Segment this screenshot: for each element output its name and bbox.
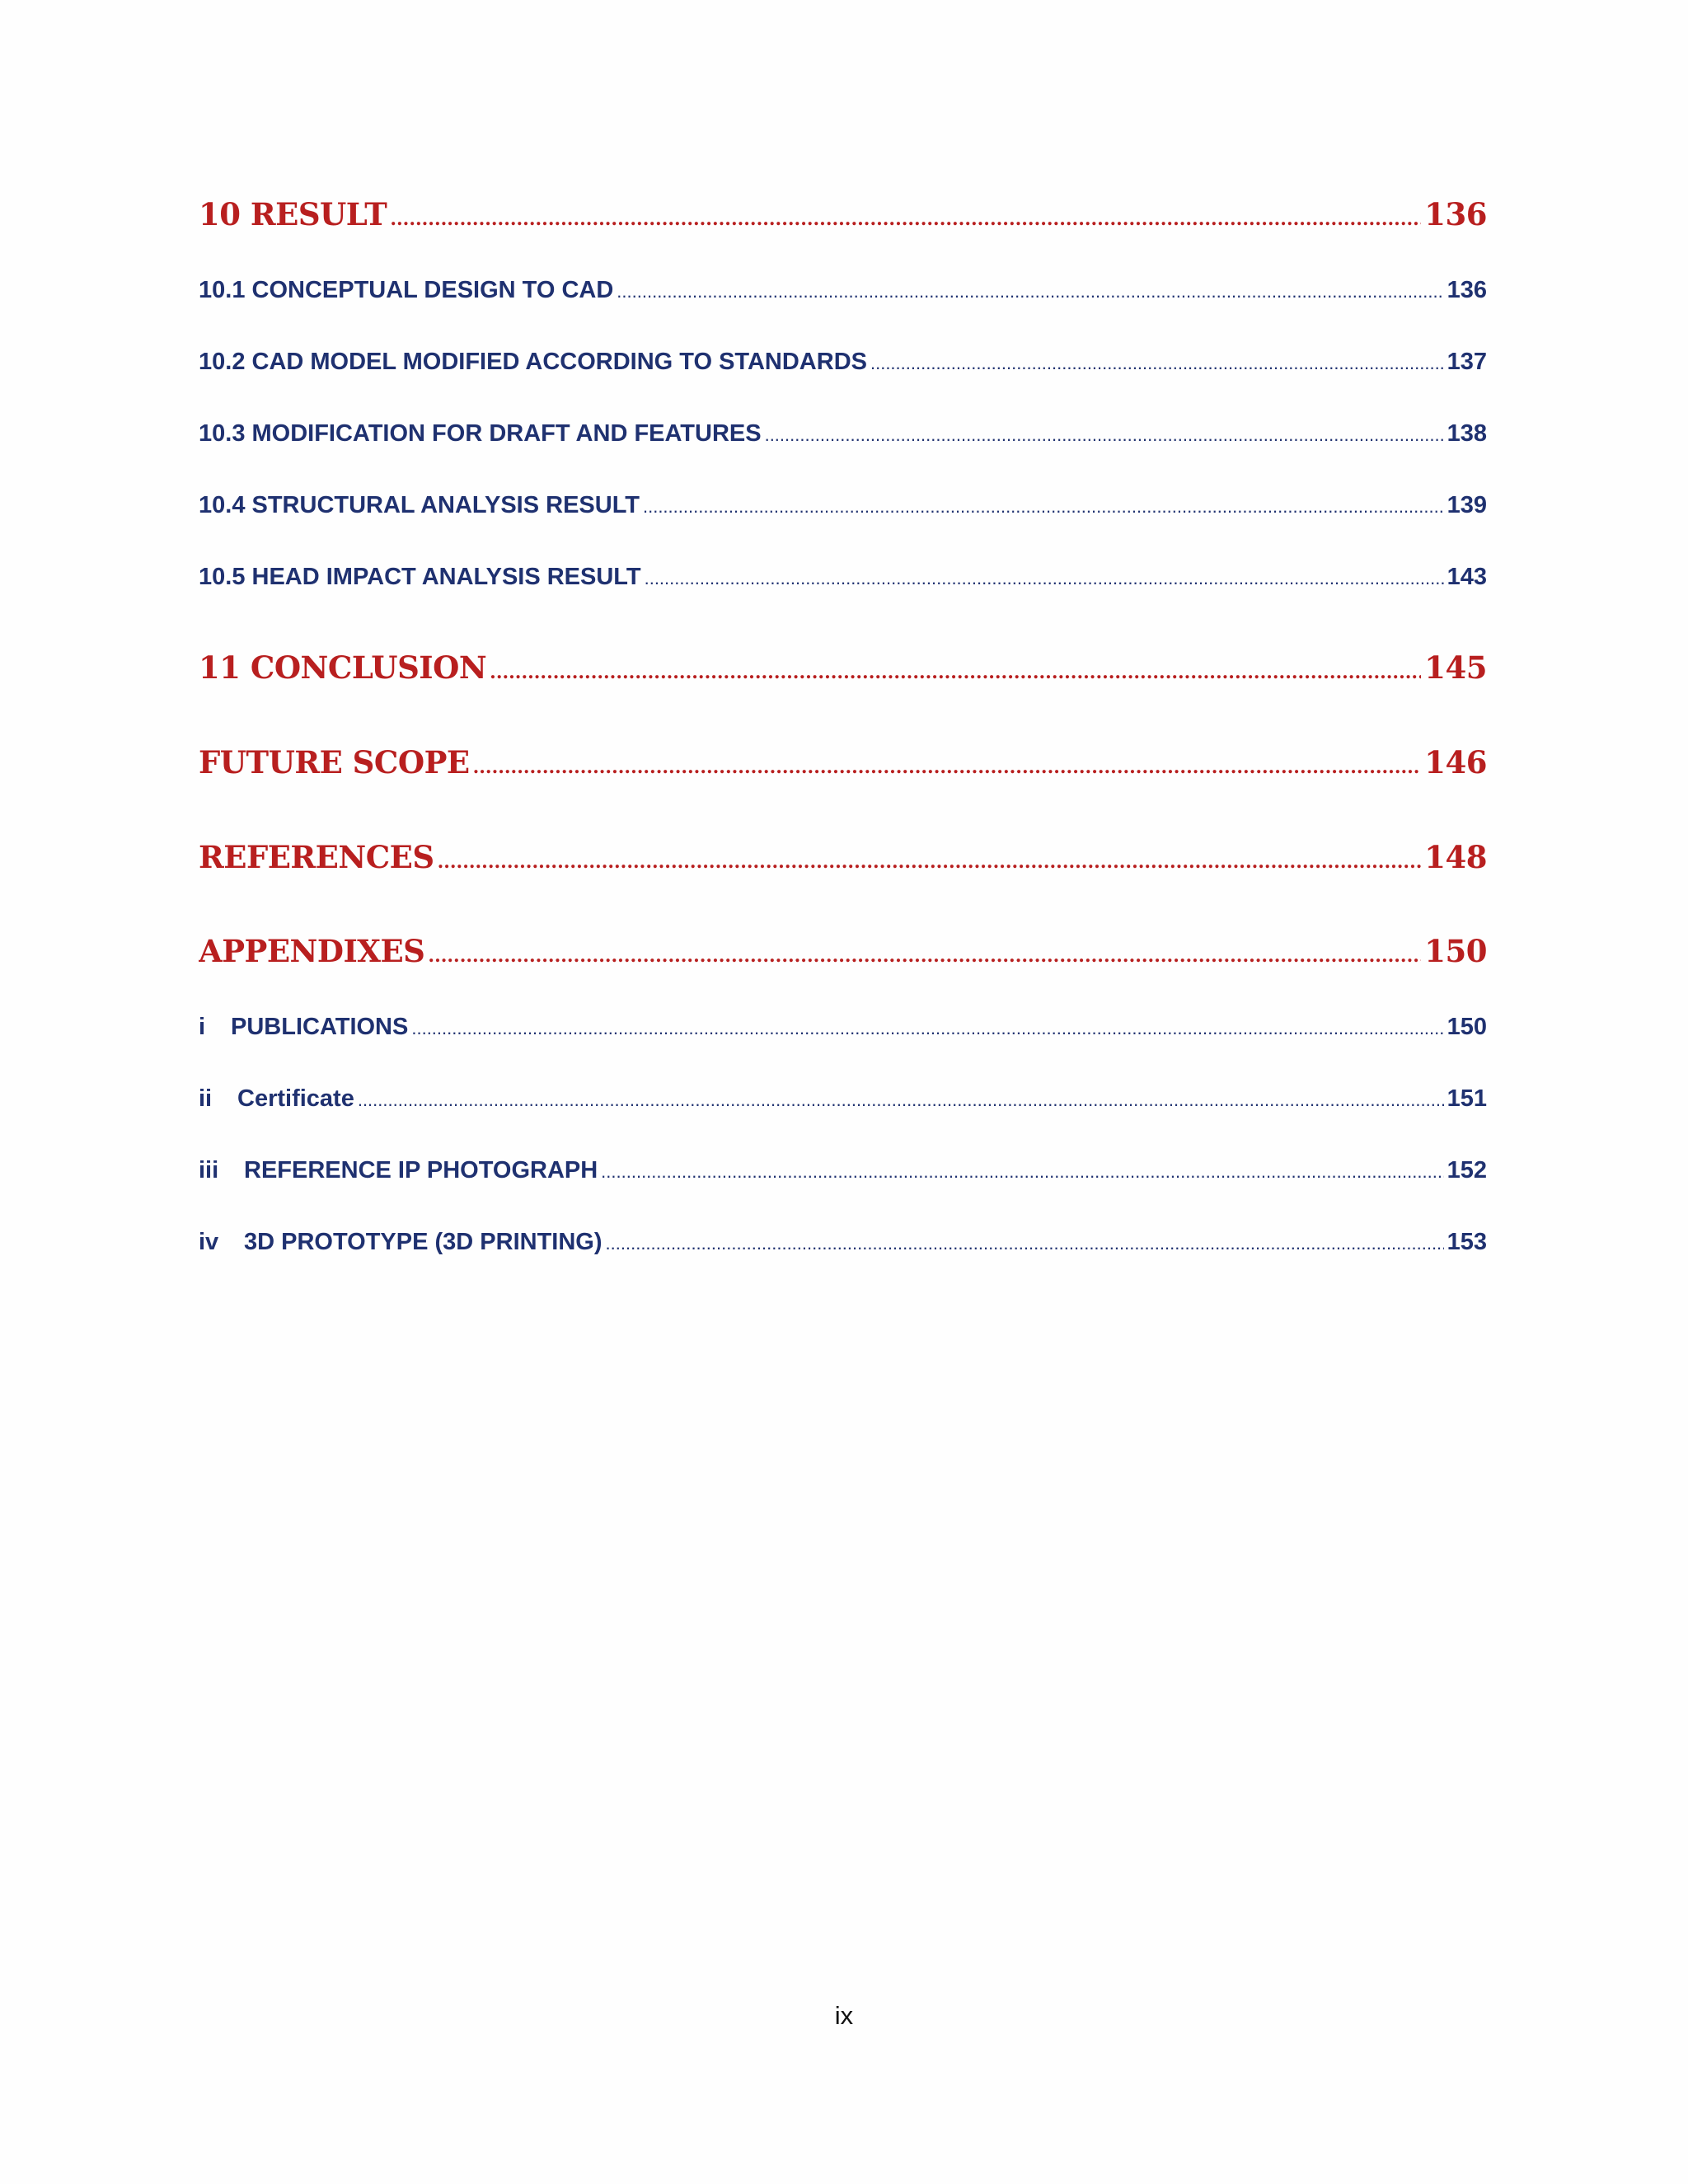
appendix-numeral: iv [199, 1229, 219, 1255]
toc-page-number: 137 [1447, 349, 1487, 375]
toc-entry-label: 10.1 CONCEPTUAL DESIGN TO CAD [199, 277, 614, 303]
toc-chapter-10[interactable] [199, 196, 1487, 232]
toc-entry-label: 10.3 MODIFICATION FOR DRAFT AND FEATURES [199, 420, 762, 447]
appendix-title: Certificate [237, 1085, 354, 1112]
dot-leader [358, 1090, 1444, 1111]
page-number-footer: ix [834, 2001, 854, 2030]
toc-references[interactable] [199, 839, 1487, 875]
appendix-numeral: i [199, 1014, 206, 1040]
toc-entry-label: REFERENCES [199, 839, 434, 875]
toc-appendixes[interactable] [199, 933, 1487, 969]
dot-leader [765, 424, 1444, 446]
toc-section-10-5[interactable] [199, 564, 1487, 591]
dot-leader [438, 851, 1422, 873]
toc-entry-label: APPENDIXES [199, 933, 425, 969]
toc-entry-label: 11 CONCLUSION [199, 649, 487, 686]
dot-leader [643, 496, 1444, 518]
toc-entry-label: FUTURE SCOPE [199, 744, 470, 780]
toc-page-number: 145 [1424, 649, 1487, 686]
appendix-title: PUBLICATIONS [231, 1014, 409, 1040]
toc-entry-label: 10.5 HEAD IMPACT ANALYSIS RESULT [199, 564, 641, 590]
toc-entry-label: 10.2 CAD MODEL MODIFIED ACCORDING TO STANDARDS [199, 349, 867, 375]
appendix-numeral: iii [199, 1157, 219, 1183]
toc-entry-label [199, 1085, 354, 1113]
toc-appendix-iii[interactable] [199, 1157, 1487, 1184]
toc-section-10-1[interactable] [199, 277, 1487, 304]
toc-entry-label: 10 RESULT [199, 196, 387, 232]
dot-leader [601, 1161, 1443, 1183]
toc-page-number: 150 [1447, 1014, 1487, 1040]
appendix-title: REFERENCE IP PHOTOGRAPH [244, 1157, 598, 1183]
toc-page-number: 143 [1447, 564, 1487, 590]
toc-section-10-4[interactable] [199, 492, 1487, 519]
dot-leader [645, 568, 1444, 589]
toc-entry-label [199, 1229, 603, 1256]
toc-page-number: 152 [1447, 1157, 1487, 1183]
toc-appendix-i[interactable] [199, 1014, 1487, 1041]
appendix-numeral: ii [199, 1085, 213, 1112]
toc-page-number: 146 [1424, 744, 1487, 780]
dot-leader [870, 353, 1444, 374]
toc-appendix-iv[interactable] [199, 1229, 1487, 1256]
toc-future-scope[interactable] [199, 744, 1487, 780]
appendix-title: 3D PROTOTYPE (3D PRINTING) [244, 1229, 603, 1255]
toc-section-10-2[interactable] [199, 349, 1487, 376]
toc-page-number: 139 [1447, 492, 1487, 518]
dot-leader [411, 1018, 1443, 1039]
toc-page-number: 151 [1447, 1085, 1487, 1112]
dot-leader [428, 945, 1421, 967]
toc-page-number: 153 [1447, 1229, 1487, 1255]
dot-leader [390, 209, 1421, 230]
toc-appendix-ii[interactable] [199, 1085, 1487, 1113]
dot-leader [473, 757, 1422, 778]
toc-entry-label [199, 1157, 598, 1184]
dot-leader [617, 281, 1443, 302]
toc-entry-label [199, 1014, 408, 1041]
toc-page-number: 148 [1424, 839, 1487, 875]
toc-page-number: 138 [1447, 420, 1487, 447]
dot-leader [490, 662, 1421, 683]
toc-section-10-3[interactable] [199, 420, 1487, 448]
toc-chapter-11[interactable] [199, 649, 1487, 686]
toc-page-number: 150 [1424, 933, 1487, 969]
toc-entry-label: 10.4 STRUCTURAL ANALYSIS RESULT [199, 492, 640, 518]
toc-page-number: 136 [1447, 277, 1487, 303]
toc-page-number: 136 [1424, 196, 1487, 232]
dot-leader [606, 1233, 1444, 1254]
